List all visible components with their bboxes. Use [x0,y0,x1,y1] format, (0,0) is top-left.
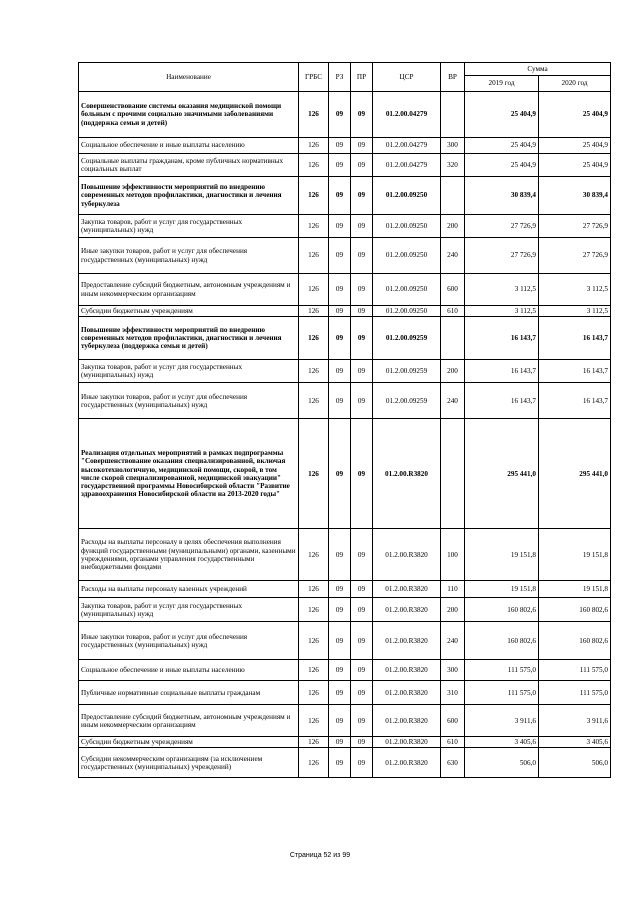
cell-2019: 16 143,7 [465,360,539,383]
cell-2020: 19 151,8 [539,529,611,581]
cell-2020: 27 726,9 [539,238,611,274]
cell-csr: 01.2.00.09250 [373,274,441,306]
cell-name: Предоставление субсидий бюджетным, автономным учреждениям и иным некоммерческим организациям [79,274,299,306]
cell-2019: 160 802,6 [465,598,539,622]
cell-vr [441,92,465,138]
cell-csr: 01.2.00.04279 [373,138,441,154]
cell-2019: 160 802,6 [465,622,539,660]
cell-csr: 01.2.00.R3820 [373,529,441,581]
table-row [79,138,611,154]
cell-2019: 506,0 [465,748,539,778]
cell-2019: 111 575,0 [465,681,539,705]
cell-vr: 200 [441,598,465,622]
cell-grbs: 126 [299,274,329,306]
cell-2020: 3 911,6 [539,705,611,737]
cell-csr: 01.2.00.09259 [373,383,441,419]
cell-name: Расходы на выплаты персоналу казенных учреждений [79,581,299,598]
cell-pr: 09 [351,748,373,778]
cell-vr: 110 [441,581,465,598]
header-csr: ЦСР [373,63,441,92]
cell-grbs: 126 [299,598,329,622]
cell-vr [441,317,465,360]
table-row [79,622,611,660]
cell-2019: 3 911,6 [465,705,539,737]
cell-vr [441,419,465,529]
cell-vr: 610 [441,737,465,748]
cell-grbs: 126 [299,317,329,360]
cell-2019: 16 143,7 [465,317,539,360]
cell-pr: 09 [351,154,373,177]
header-grbs: ГРБС [299,63,329,92]
cell-csr: 01.2.00.R3820 [373,660,441,681]
cell-csr: 01.2.00.R3820 [373,419,441,529]
cell-2020: 160 802,6 [539,598,611,622]
cell-grbs: 126 [299,737,329,748]
table-row [79,419,611,529]
cell-grbs: 126 [299,360,329,383]
cell-2019: 25 404,9 [465,138,539,154]
cell-vr: 200 [441,360,465,383]
cell-rz: 09 [329,360,351,383]
cell-vr: 240 [441,622,465,660]
cell-grbs: 126 [299,581,329,598]
cell-rz: 09 [329,660,351,681]
cell-pr: 09 [351,660,373,681]
header-vr: ВР [441,63,465,92]
header-pr: ПР [351,63,373,92]
cell-2020: 111 575,0 [539,681,611,705]
cell-rz: 09 [329,317,351,360]
cell-grbs: 126 [299,622,329,660]
cell-csr: 01.2.00.09250 [373,306,441,317]
cell-vr [441,177,465,215]
cell-rz: 09 [329,238,351,274]
cell-name: Социальное обеспечение и иные выплаты населению [79,660,299,681]
cell-vr: 610 [441,306,465,317]
cell-2020: 19 151,8 [539,581,611,598]
cell-2020: 3 112,5 [539,274,611,306]
cell-rz: 09 [329,419,351,529]
header-rz: РЗ [329,63,351,92]
cell-csr: 01.2.00.R3820 [373,748,441,778]
cell-2019: 25 404,9 [465,154,539,177]
page-number: Страница 52 из 99 [289,852,351,859]
cell-pr: 09 [351,238,373,274]
cell-pr: 09 [351,215,373,238]
cell-name: Социальное обеспечение и иные выплаты населению [79,138,299,154]
cell-rz: 09 [329,622,351,660]
cell-pr: 09 [351,737,373,748]
cell-name: Предоставление субсидий бюджетным, автономным учреждениям и иным некоммерческим организациям [79,705,299,737]
cell-csr: 01.2.00.09259 [373,360,441,383]
cell-vr: 240 [441,383,465,419]
cell-grbs: 126 [299,177,329,215]
table-row [79,660,611,681]
cell-grbs: 126 [299,215,329,238]
cell-csr: 01.2.00.04279 [373,92,441,138]
cell-pr: 09 [351,622,373,660]
cell-2020: 295 441,0 [539,419,611,529]
cell-pr: 09 [351,138,373,154]
cell-grbs: 126 [299,306,329,317]
cell-2020: 3 112,5 [539,306,611,317]
cell-2019: 3 112,5 [465,306,539,317]
cell-vr: 600 [441,274,465,306]
cell-2020: 16 143,7 [539,383,611,419]
cell-2019: 27 726,9 [465,215,539,238]
cell-2019: 295 441,0 [465,419,539,529]
table-row [79,154,611,177]
table-row [79,177,611,215]
cell-grbs: 126 [299,681,329,705]
cell-2019: 19 151,8 [465,581,539,598]
header-year-2020: 2020 год [539,76,611,92]
cell-csr: 01.2.00.R3820 [373,598,441,622]
cell-vr: 300 [441,660,465,681]
table-row [79,705,611,737]
cell-name: Иные закупки товаров, работ и услуг для обеспечения государственных (муниципальных) нужд [79,238,299,274]
cell-pr: 09 [351,681,373,705]
cell-name: Социальные выплаты гражданам, кроме публичных нормативных социальных выплат [79,154,299,177]
cell-2019: 30 839,4 [465,177,539,215]
table-row [79,737,611,748]
cell-2019: 111 575,0 [465,660,539,681]
cell-rz: 09 [329,705,351,737]
table-row [79,598,611,622]
cell-2020: 160 802,6 [539,622,611,660]
cell-pr: 09 [351,529,373,581]
cell-pr: 09 [351,360,373,383]
cell-rz: 09 [329,598,351,622]
cell-name: Субсидии бюджетным учреждениям [79,306,299,317]
cell-2019: 19 151,8 [465,529,539,581]
table-row [79,360,611,383]
cell-rz: 09 [329,215,351,238]
cell-name: Совершенствование системы оказания медицинской помощи больным с прочими социально значимыми заболеваниями (поддержка семьи и детей) [79,92,299,138]
cell-grbs: 126 [299,660,329,681]
cell-2019: 3 405,6 [465,737,539,748]
cell-2020: 25 404,9 [539,138,611,154]
cell-csr: 01.2.00.09250 [373,215,441,238]
budget-table [78,62,611,778]
cell-grbs: 126 [299,529,329,581]
cell-2020: 506,0 [539,748,611,778]
cell-2020: 25 404,9 [539,154,611,177]
table-row [79,383,611,419]
cell-grbs: 126 [299,748,329,778]
table-row [79,681,611,705]
table-row [79,748,611,778]
cell-vr: 200 [441,215,465,238]
cell-vr: 100 [441,529,465,581]
cell-pr: 09 [351,177,373,215]
cell-vr: 300 [441,138,465,154]
cell-2019: 3 112,5 [465,274,539,306]
cell-rz: 09 [329,306,351,317]
cell-name: Расходы на выплаты персоналу в целях обеспечения выполнения функций государственными (муниципальными) органами, казенными учреждениями, органами управления государственными внебюджетными фондами [79,529,299,581]
cell-vr: 310 [441,681,465,705]
cell-pr: 09 [351,306,373,317]
cell-rz: 09 [329,748,351,778]
cell-csr: 01.2.00.R3820 [373,705,441,737]
cell-csr: 01.2.00.R3820 [373,581,441,598]
header-sum: Сумма [465,63,611,76]
cell-rz: 09 [329,154,351,177]
cell-pr: 09 [351,598,373,622]
cell-csr: 01.2.00.R3820 [373,622,441,660]
cell-name: Закупка товаров, работ и услуг для государственных (муниципальных) нужд [79,360,299,383]
table-row [79,529,611,581]
cell-grbs: 126 [299,138,329,154]
cell-2019: 27 726,9 [465,238,539,274]
cell-grbs: 126 [299,154,329,177]
cell-2019: 25 404,9 [465,92,539,138]
cell-pr: 09 [351,92,373,138]
cell-2020: 16 143,7 [539,360,611,383]
cell-rz: 09 [329,529,351,581]
cell-rz: 09 [329,737,351,748]
cell-vr: 630 [441,748,465,778]
cell-csr: 01.2.00.R3820 [373,681,441,705]
cell-2020: 25 404,9 [539,92,611,138]
cell-grbs: 126 [299,383,329,419]
cell-name: Субсидии бюджетным учреждениям [79,737,299,748]
table-row [79,581,611,598]
cell-csr: 01.2.00.09259 [373,317,441,360]
cell-name: Закупка товаров, работ и услуг для государственных (муниципальных) нужд [79,215,299,238]
cell-rz: 09 [329,383,351,419]
table-row [79,317,611,360]
cell-csr: 01.2.00.09250 [373,238,441,274]
cell-name: Повышение эффективности мероприятий по внедрению современных методов профилактики, диагностики и лечения туберкулеза (поддержка семьи и детей) [79,317,299,360]
cell-name: Публичные нормативные социальные выплаты гражданам [79,681,299,705]
cell-2020: 16 143,7 [539,317,611,360]
cell-grbs: 126 [299,705,329,737]
cell-rz: 09 [329,581,351,598]
cell-csr: 01.2.00.R3820 [373,737,441,748]
header-year-2019: 2019 год [465,76,539,92]
cell-name: Реализация отдельных мероприятий в рамках подпрограммы "Совершенствование оказания специализированной, включая высокотехнологичную, медицинской помощи, скорой, в том числе скорой специализированной, медицинской эвакуации" государственной программы Новосибирской области "Развитие здравоохранения Новосибирской области на 2013-2020 годы" [79,419,299,529]
cell-rz: 09 [329,274,351,306]
cell-grbs: 126 [299,92,329,138]
cell-name: Закупка товаров, работ и услуг для государственных (муниципальных) нужд [79,598,299,622]
cell-pr: 09 [351,274,373,306]
table-row [79,215,611,238]
table-row [79,274,611,306]
table-body [79,92,611,778]
cell-2019: 16 143,7 [465,383,539,419]
cell-2020: 30 839,4 [539,177,611,215]
cell-2020: 111 575,0 [539,660,611,681]
cell-pr: 09 [351,581,373,598]
cell-rz: 09 [329,92,351,138]
header-name: Наименование [79,63,299,92]
cell-grbs: 126 [299,419,329,529]
cell-2020: 3 405,6 [539,737,611,748]
cell-vr: 240 [441,238,465,274]
cell-name: Субсидии некоммерческим организациям (за исключением государственных (муниципальных) учреждений) [79,748,299,778]
cell-csr: 01.2.00.09250 [373,177,441,215]
cell-rz: 09 [329,681,351,705]
cell-name: Повышение эффективности мероприятий по внедрению современных методов профилактики, диагностики и лечения туберкулеза [79,177,299,215]
cell-rz: 09 [329,138,351,154]
cell-vr: 600 [441,705,465,737]
cell-pr: 09 [351,419,373,529]
cell-pr: 09 [351,705,373,737]
cell-2020: 27 726,9 [539,215,611,238]
cell-grbs: 126 [299,238,329,274]
cell-name: Иные закупки товаров, работ и услуг для обеспечения государственных (муниципальных) нужд [79,383,299,419]
table-row [79,92,611,138]
cell-rz: 09 [329,177,351,215]
cell-name: Иные закупки товаров, работ и услуг для обеспечения государственных (муниципальных) нужд [79,622,299,660]
table-row [79,238,611,274]
cell-pr: 09 [351,383,373,419]
cell-pr: 09 [351,317,373,360]
table-row [79,306,611,317]
cell-vr: 320 [441,154,465,177]
cell-csr: 01.2.00.04279 [373,154,441,177]
